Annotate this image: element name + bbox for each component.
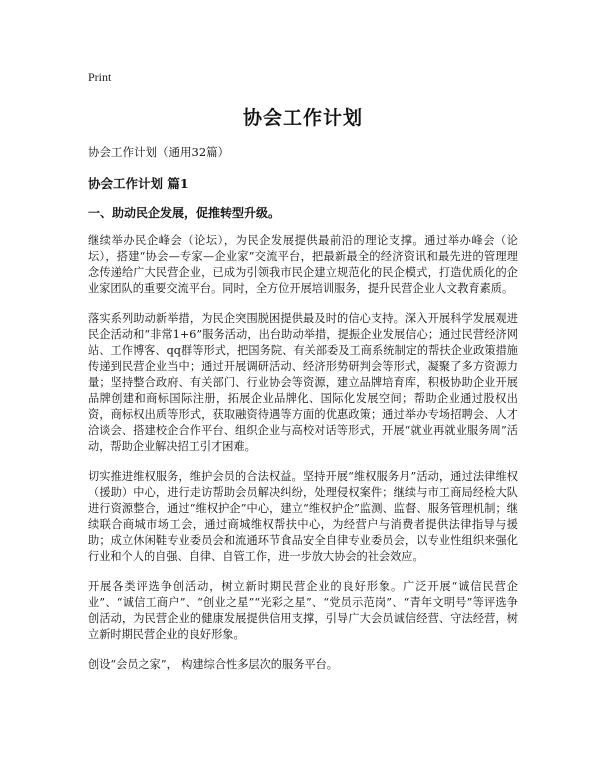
paragraph-4: 开展各类评选争创活动，树立新时期民营企业的良好形象。广泛开展“诚信民营企业”、“诚信工商户”、“创业之星”“光彩之星”、“党员示范岗”、“青年文明号”等评选争创活动，为民营企业的健康发展提供信用支撑，引导广大会员诚信经营、守法经营，树立新时期民营企业的良好形象。 xyxy=(88,580,518,641)
paragraph-5: 创设“会员之家”， 构建综合性多层次的服务平台。 xyxy=(88,658,338,671)
document-subtitle: 协会工作计划（通用32篇） xyxy=(88,145,230,159)
paragraph-2: 落实系列助动新举措，为民企突围脱困提供最及时的信心支持。深入开展科学发展观进民企活动和“非常1+6”服务活动，出台助动举措，提振企业发展信心；通过民营经济网站、工作博客、qq群等形式，把国务院、有关部委及工商系统制定的帮扶企业政策措施传递到民营企业当中；通过开展调研活动、经济形势研判会等形式，凝聚了多方资源力量；坚持整合政府、有关部门、行业协会等资源，建立品牌培育库，积极协助企业开展品牌创建和商标国际注册，拓展企业品牌化、国际化发展空间；帮助企业通过股权出资，商标权出质等形式，获取融资待遇等方面的优惠政策；通过举办专场招聘会、人才洽谈会、搭建校企合作平台、组织企业与高校对话等形式，开展“就业再就业服务周”活动，帮助企业解决招工引才困难。 xyxy=(88,312,518,453)
section-heading: 一、助动民企发展，促推转型升级。 xyxy=(88,206,281,220)
paragraph-3: 切实推进维权服务，维护会员的合法权益。坚持开展“维权服务月”活动，通过法律维权（援助）中心，进行走访帮助会员解决纠纷，处理侵权案件；继续与市工商局经检大队进行资源整合，通过“维权护企”中心，建立“维权护企”监测、监督、服务管理机制；继续联合商城市场工会，通过商城维权帮扶中心，为经营户与消费者提供法律指导与援助；成立休闲鞋专业委员会和流通环节食品安全自律专业委员会，以专业性组织来强化行业和个人的自强、自律、自管工作，进一步放大协会的社会效应。 xyxy=(88,470,518,563)
section-title: 协会工作计划 篇1 xyxy=(88,176,189,191)
print-link[interactable]: Print xyxy=(88,70,112,84)
document-page xyxy=(88,70,518,687)
document-title: 协会工作计划 xyxy=(242,107,363,129)
paragraph-1: 继续举办民企峰会（论坛），为民企发展提供最前沿的理论支撑。通过举办峰会（论坛），搭建“协会—专家—企业家”交流平台，把最新最全的经济资讯和最先进的管理理念传递给广大民营企业，已成为引领我市民企建立规范化的民企模式，打造优质化的企业家团队的重要交流平台。同时，全方位开展培训服务，提升民营企业人文教育素质。 xyxy=(88,234,518,295)
